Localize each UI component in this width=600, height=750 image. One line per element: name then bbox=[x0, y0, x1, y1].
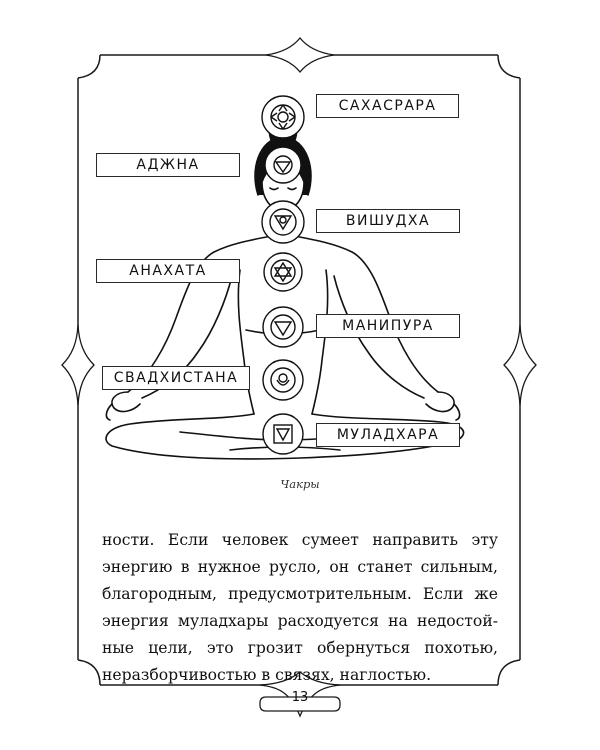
text-line: ности. Если человек сумеет направить эту bbox=[102, 531, 498, 549]
text-line: энергию в нужное русло, он станет сильным, bbox=[102, 558, 498, 576]
body-paragraph bbox=[102, 527, 498, 689]
top-ornament bbox=[266, 38, 334, 72]
manipura-symbol bbox=[263, 307, 303, 347]
left-ornament bbox=[62, 325, 94, 405]
right-ornament bbox=[504, 325, 536, 405]
page-number: 13 bbox=[291, 690, 309, 705]
label-anahata: АНАХАТА bbox=[96, 259, 240, 283]
svadhisthana-symbol bbox=[263, 360, 303, 400]
muladhara-symbol bbox=[263, 414, 303, 454]
label-manipura: МАНИПУРА bbox=[316, 314, 460, 338]
text-line: ные цели, это грозит обернуться похотью, bbox=[102, 639, 498, 657]
text-line: неразборчивостью в связях, наглостью. bbox=[102, 666, 432, 684]
text-line: благородным, предусмотрительным. Если же bbox=[102, 585, 498, 603]
label-muladhara: МУЛАДХАРА bbox=[316, 423, 460, 447]
label-vishuddha: ВИШУДХА bbox=[316, 209, 460, 233]
label-ajna: АДЖНА bbox=[96, 153, 240, 177]
anahata-symbol bbox=[264, 253, 302, 291]
text-line: энергия муладхары расходуется на недостой- bbox=[102, 612, 498, 630]
ajna-symbol bbox=[265, 147, 301, 183]
figure-caption: Чакры bbox=[280, 477, 320, 491]
label-sahasrara: САХАСРАРА bbox=[316, 94, 459, 118]
label-svadhisthana: СВАДХИСТАНА bbox=[102, 366, 250, 390]
vishuddha-symbol bbox=[262, 201, 304, 243]
sahasrara-symbol bbox=[262, 96, 304, 138]
